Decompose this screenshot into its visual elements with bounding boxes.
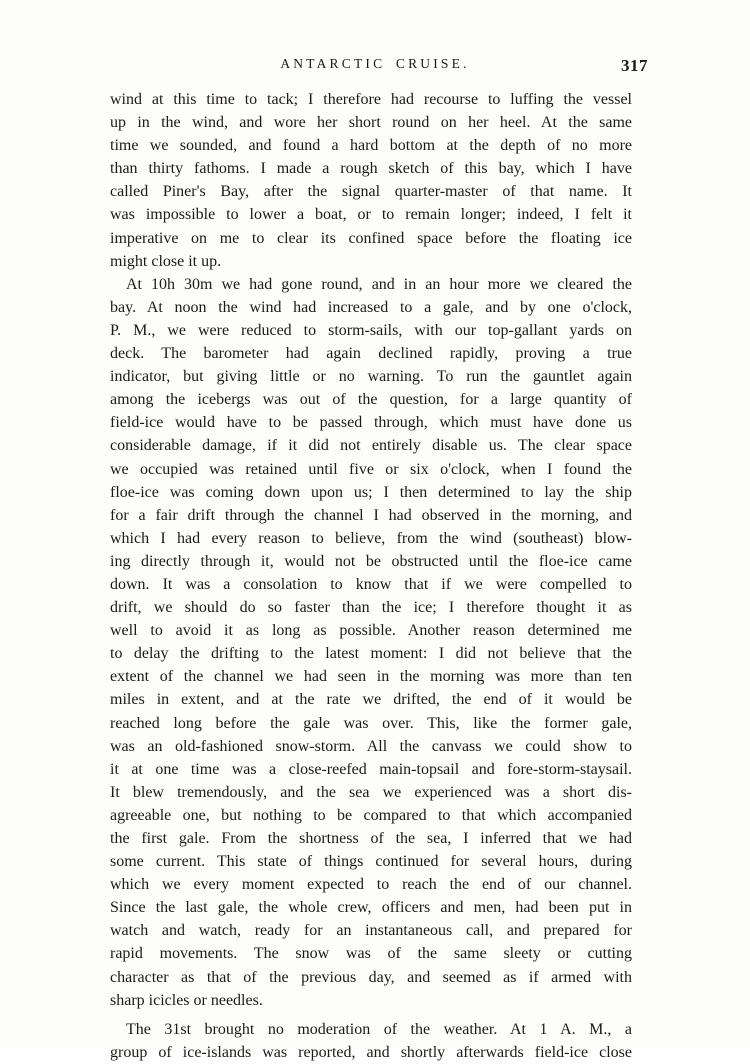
text-line: down. It was a consolation to know that if we were compelled to	[110, 575, 632, 593]
text-line: to delay the drifting to the latest moment: I did not believe that the	[110, 645, 632, 663]
text-line: imperative on me to clear its confined space before the floating ice	[110, 229, 632, 247]
text-line: extent of the channel we had seen in the morning was more than ten	[110, 668, 632, 686]
text-line: bay. At noon the wind had increased to a gale, and by one o'clock,	[110, 298, 632, 316]
text-line: the first gale. From the shortness of the sea, I inferred that we had	[110, 830, 632, 847]
page-number: 317	[621, 56, 648, 75]
text-line: miles in extent, and at the rate we drifted, the end of it would be	[110, 691, 632, 709]
text-line: might close it up.	[110, 252, 222, 270]
text-line: it at one time was a close-reefed main-topsail and fore-storm-staysail.	[110, 760, 632, 778]
text-line: up in the wind, and wore her short round on her heel. At the same	[110, 114, 632, 132]
text-line: P. M., we were reduced to storm-sails, with our top-gallant yards on	[110, 321, 632, 339]
text-line: floe-ice was coming down upon us; I then determined to lay the ship	[110, 483, 632, 501]
text-line: called Piner's Bay, after the signal quarter-master of that name. It	[110, 183, 632, 201]
text-line: ing directly through it, would not be obstructed until the floe-ice came	[110, 552, 632, 570]
text-line: field-ice would have to be passed through, which must have done us	[110, 414, 632, 432]
text-line: At 10h 30m we had gone round, and in an hour more we cleared the	[126, 275, 632, 293]
body-text	[110, 88, 632, 1064]
text-line: for a fair drift through the channel I had observed in the morning, and	[110, 506, 632, 524]
text-line: watch and watch, ready for an instantaneous call, and prepared for	[110, 922, 632, 940]
text-line: considerable damage, if it did not entirely disable us. The clear space	[110, 437, 632, 455]
text-line: deck. The barometer had again declined rapidly, proving a true	[110, 345, 632, 363]
paragraph-1	[110, 88, 632, 273]
paragraph-3	[110, 1018, 632, 1064]
text-line: drift, we should do so faster than the ice; I therefore thought it as	[110, 599, 632, 617]
text-line: time we sounded, and found a hard bottom at the depth of no more	[110, 137, 632, 155]
running-title: ANTARCTIC CRUISE.	[280, 56, 470, 71]
text-line: group of ice-islands was reported, and shortly afterwards field-ice close	[110, 1043, 632, 1061]
text-line: character as that of the previous day, and seemed as if armed with	[110, 968, 632, 986]
text-line: some current. This state of things continued for several hours, during	[110, 853, 632, 871]
text-line: wind at this time to tack; I therefore had recourse to luffing the vessel	[110, 91, 632, 108]
text-line: rapid movements. The snow was of the same sleety or cutting	[110, 945, 632, 963]
text-line: reached long before the gale was over. This, like the former gale,	[110, 714, 632, 732]
text-line: we occupied was retained until five or six o'clock, when I found the	[110, 460, 632, 478]
text-line: sharp icicles or needles.	[110, 991, 263, 1009]
text-line: was impossible to lower a boat, or to remain longer; indeed, I felt it	[110, 206, 632, 224]
text-line: was an old-fashioned snow-storm. All the canvass we could show to	[110, 737, 632, 755]
text-line: indicator, but giving little or no warning. To run the gauntlet again	[110, 368, 632, 386]
text-line: The 31st brought no moderation of the weather. At 1 A. M., a	[126, 1020, 632, 1038]
paragraph-2	[110, 273, 632, 1012]
text-line: Since the last gale, the whole crew, officers and men, had been put in	[110, 899, 632, 917]
text-line: It blew tremendously, and the sea we experienced was a short dis-	[110, 783, 632, 801]
text-line: agreeable one, but nothing to be compared to that which accompanied	[110, 806, 632, 824]
text-line: among the icebergs was out of the question, for a large quantity of	[110, 391, 632, 409]
text-line: which I had every reason to believe, from the wind (southeast) blow-	[110, 529, 632, 547]
text-line: which we every moment expected to reach the end of our channel.	[110, 876, 632, 894]
text-line: than thirty fathoms. I made a rough sketch of this bay, which I have	[110, 160, 632, 178]
text-line: well to avoid it as long as possible. Another reason determined me	[110, 622, 632, 640]
